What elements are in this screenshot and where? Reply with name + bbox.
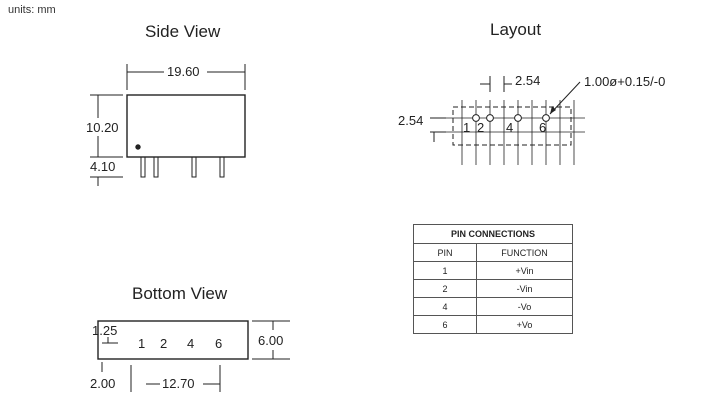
- side-view-body: [127, 95, 245, 157]
- pin-cell: 2: [414, 280, 477, 298]
- layout-pitch-label: 2.54: [515, 73, 541, 88]
- bottom-view-pin-4: 4: [187, 336, 195, 351]
- layout-pin-6: 6: [539, 120, 547, 135]
- function-cell: -Vo: [477, 298, 573, 316]
- layout-pin-1: 1: [463, 120, 471, 135]
- pin-table-caption: PIN CONNECTIONS: [414, 225, 573, 244]
- bottom-view-pin-6: 6: [215, 336, 223, 351]
- table-row: [414, 280, 573, 298]
- table-row: [414, 262, 573, 280]
- bottom-view-edge-label: 2.00: [90, 376, 116, 391]
- table-row: [414, 316, 573, 334]
- side-view-pin-length-label: 4.10: [90, 159, 116, 174]
- bottom-view-pin-1: 1: [138, 336, 146, 351]
- layout-pin-2: 2: [477, 120, 485, 135]
- pin-cell: 6: [414, 316, 477, 334]
- pin-connections-table: [413, 224, 573, 334]
- bottom-view-body: [98, 321, 248, 359]
- side-view-height-label: 10.20: [86, 120, 119, 135]
- layout-hole-label: 1.00ø+0.15/-0: [584, 74, 666, 89]
- pin-cell: 4: [414, 298, 477, 316]
- pin-table-header-pin: PIN: [414, 244, 477, 262]
- layout-left-pitch-label: 2.54: [398, 113, 424, 128]
- side-view-pin1-marker: [136, 145, 140, 149]
- function-cell: +Vin: [477, 262, 573, 280]
- pin-table-header-function: FUNCTION: [477, 244, 573, 262]
- side-view-pins: [141, 157, 224, 177]
- bottom-view-offset-label: 1.25: [92, 323, 118, 338]
- bottom-view-title: Bottom View: [132, 284, 228, 303]
- side-view-title: Side View: [145, 22, 221, 41]
- units-label: units: mm: [8, 4, 56, 16]
- function-cell: +Vo: [477, 316, 573, 334]
- layout-title: Layout: [490, 20, 542, 39]
- pin-cell: 1: [414, 262, 477, 280]
- bottom-view-height-label: 6.00: [258, 333, 284, 348]
- bottom-view-pin-2: 2: [160, 336, 168, 351]
- bottom-view-span-label: 12.70: [162, 376, 195, 391]
- function-cell: -Vin: [477, 280, 573, 298]
- table-row: [414, 298, 573, 316]
- side-view-width-label: 19.60: [167, 64, 200, 79]
- layout-pin-4: 4: [506, 120, 514, 135]
